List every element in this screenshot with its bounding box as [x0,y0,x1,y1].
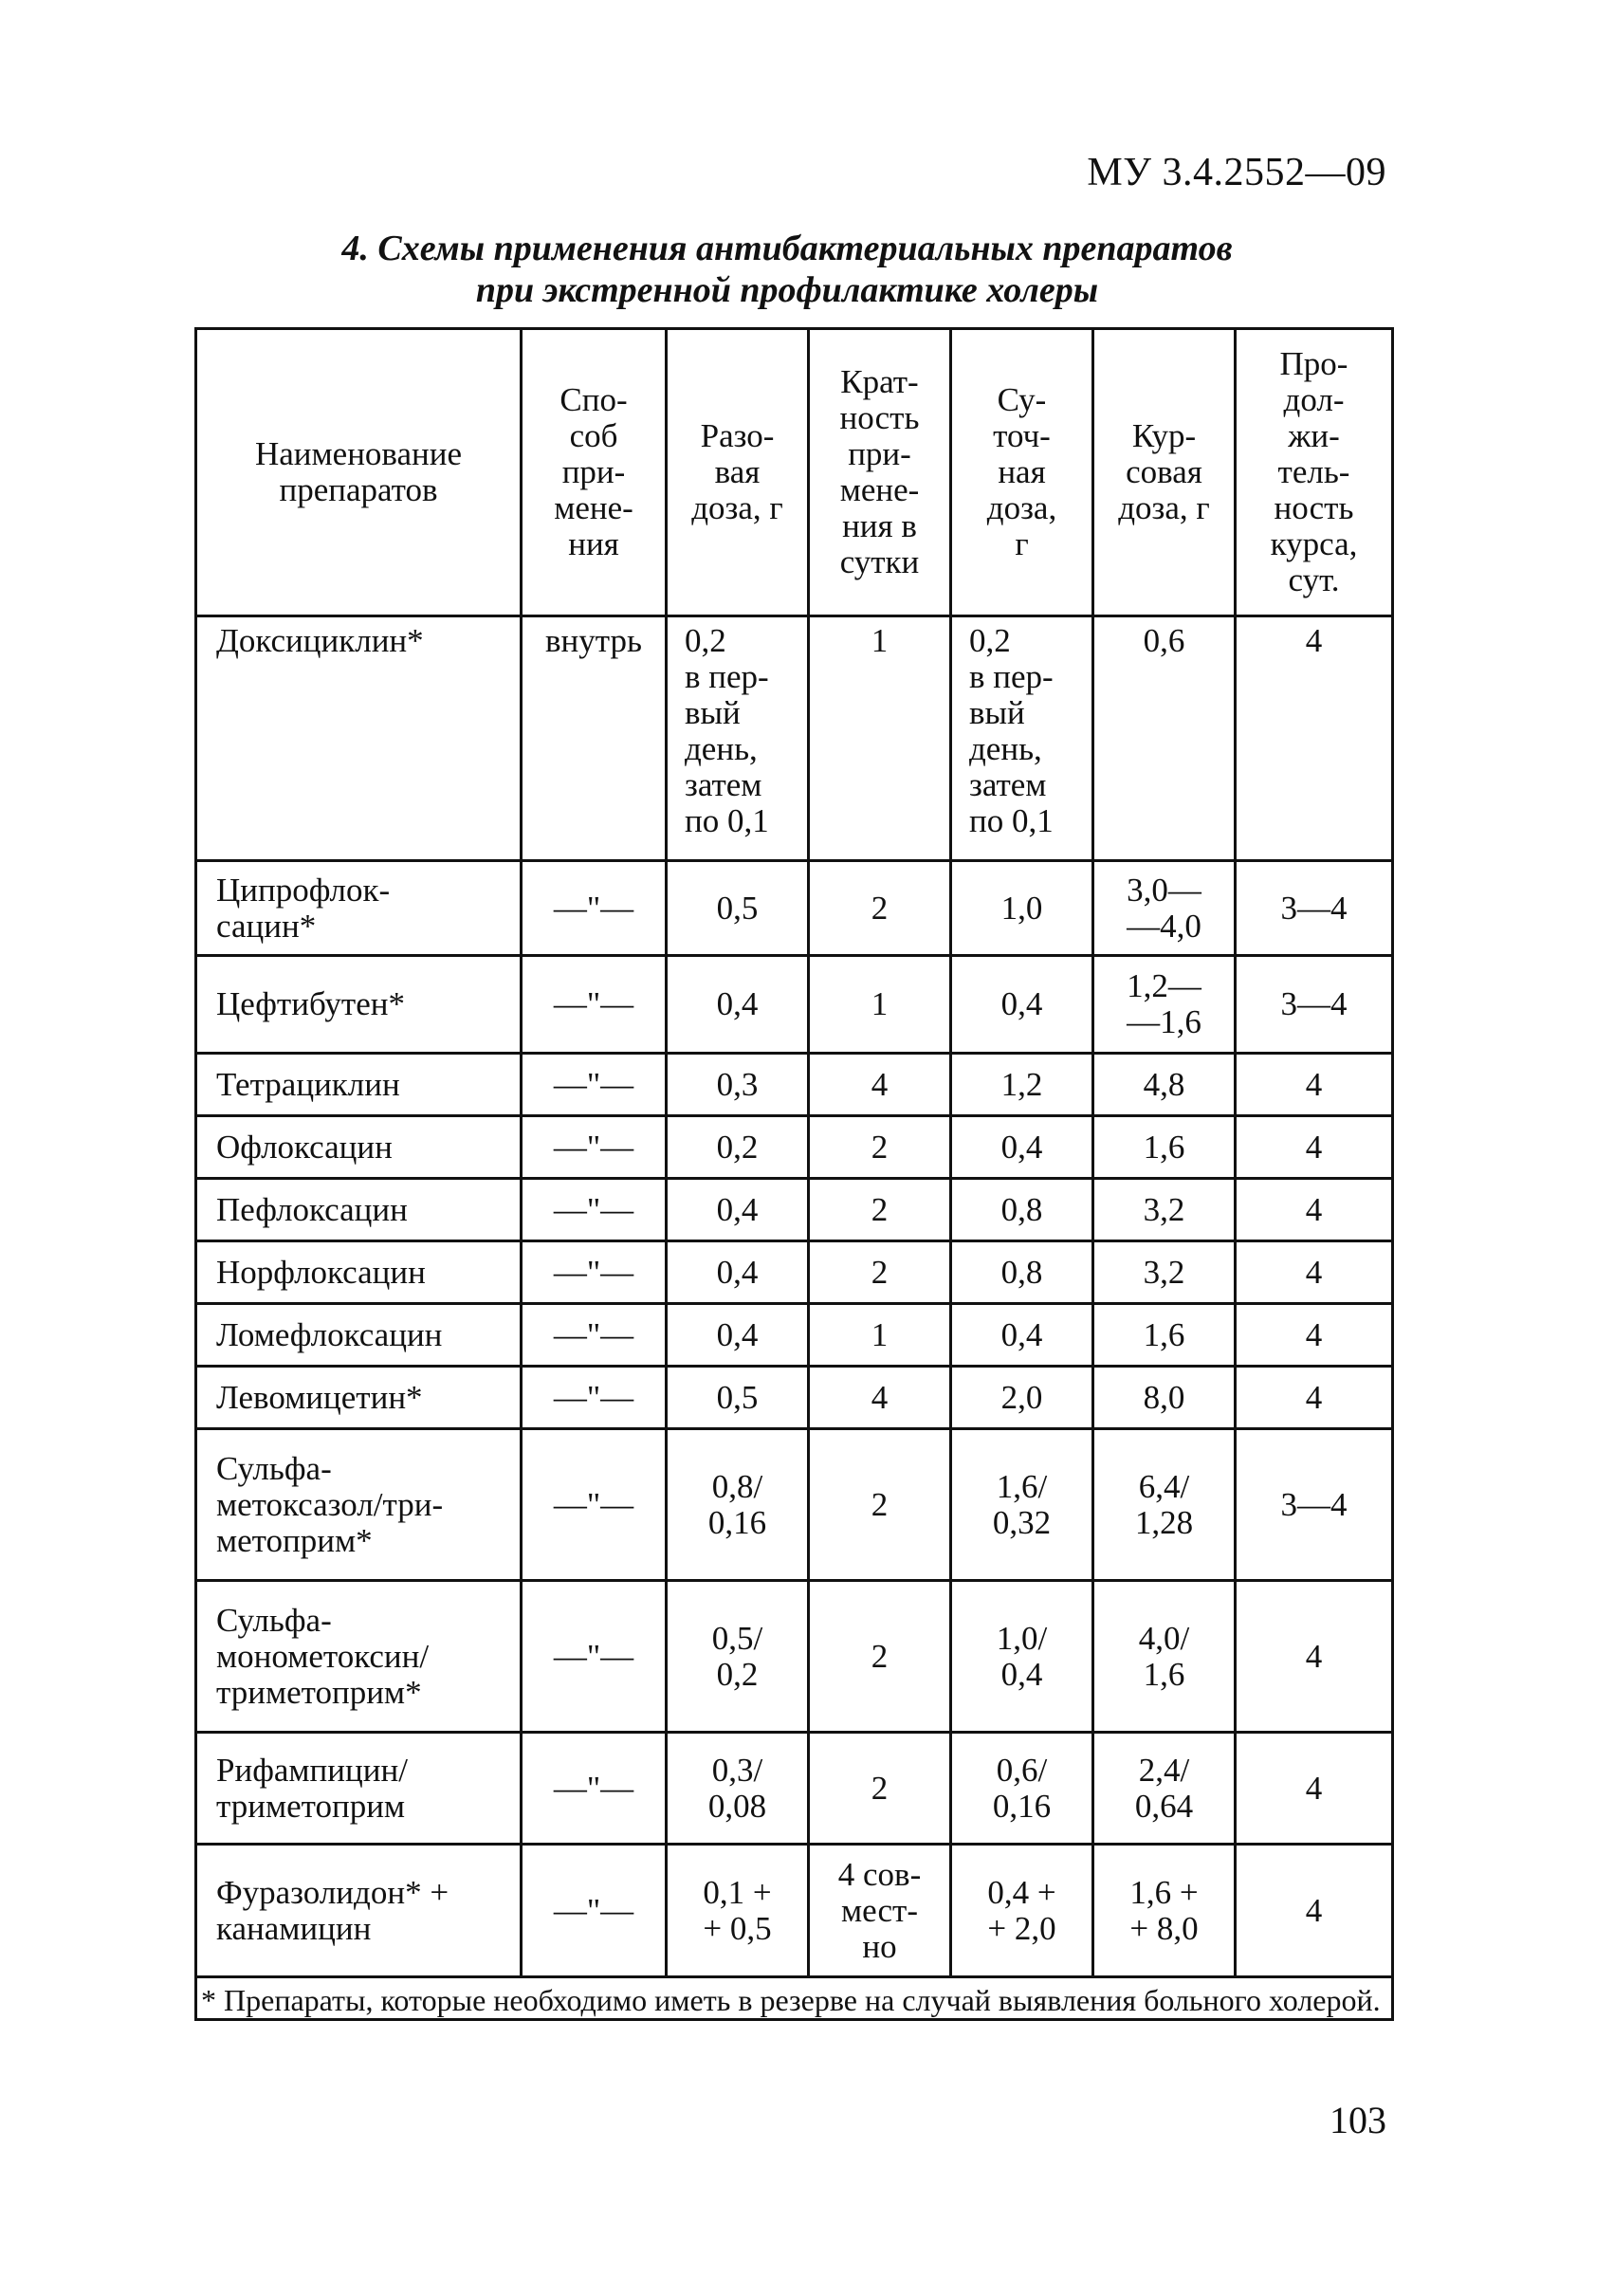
single-dose-cell: 0,4 [667,1179,809,1241]
drug-name-cell: Офлоксацин [196,1116,522,1179]
duration-cell: 4 [1236,1733,1393,1845]
frequency-cell: 1 [809,1304,951,1367]
column-header: Крат- ность при- мене- ния в сутки [809,329,951,616]
course-dose-cell: 6,4/ 1,28 [1093,1429,1236,1581]
table-row [196,1581,1393,1733]
table-row [196,1367,1393,1429]
route-cell: —"— [522,1845,667,1977]
drug-name-cell: Пефлоксацин [196,1179,522,1241]
table-row [196,616,1393,861]
title-line-1: 4. Схемы применения антибактериальных препаратов [341,229,1233,268]
column-header: Кур- совая доза, г [1093,329,1236,616]
drug-name-cell: Доксициклин* [196,616,522,861]
single-dose-cell: 0,4 [667,1241,809,1304]
column-header: Разо- вая доза, г [667,329,809,616]
route-cell: —"— [522,1581,667,1733]
drug-name-cell: Ломефлоксацин [196,1304,522,1367]
table-row [196,1116,1393,1179]
table-row [196,956,1393,1054]
duration-cell: 4 [1236,1179,1393,1241]
course-dose-cell: 3,2 [1093,1241,1236,1304]
document-code: МУ 3.4.2552—09 [1087,151,1386,194]
frequency-cell: 1 [809,616,951,861]
duration-cell: 4 [1236,1367,1393,1429]
frequency-cell: 2 [809,861,951,956]
single-dose-cell: 0,5/ 0,2 [667,1581,809,1733]
drug-name-cell: Сульфа- метоксазол/три- метоприм* [196,1429,522,1581]
duration-cell: 4 [1236,1116,1393,1179]
drug-name-cell: Тетрациклин [196,1054,522,1116]
course-dose-cell: 8,0 [1093,1367,1236,1429]
table-title [190,228,1385,311]
route-cell: внутрь [522,616,667,861]
daily-dose-cell: 0,4 + + 2,0 [951,1845,1093,1977]
single-dose-cell: 0,2 [667,1116,809,1179]
duration-cell: 4 [1236,1304,1393,1367]
frequency-cell: 2 [809,1581,951,1733]
daily-dose-cell: 1,0 [951,861,1093,956]
footnote-row [196,1977,1393,2020]
course-dose-cell: 0,6 [1093,616,1236,861]
frequency-cell: 4 [809,1367,951,1429]
frequency-cell: 2 [809,1116,951,1179]
table-row [196,1054,1393,1116]
single-dose-cell: 0,2 в пер- вый день, затем по 0,1 [667,616,809,861]
single-dose-cell: 0,5 [667,1367,809,1429]
course-dose-cell: 4,0/ 1,6 [1093,1581,1236,1733]
duration-cell: 4 [1236,616,1393,861]
route-cell: —"— [522,1367,667,1429]
route-cell: —"— [522,861,667,956]
duration-cell: 3—4 [1236,861,1393,956]
duration-cell: 4 [1236,1241,1393,1304]
route-cell: —"— [522,1429,667,1581]
table-row [196,1429,1393,1581]
duration-cell: 4 [1236,1054,1393,1116]
single-dose-cell: 0,4 [667,1304,809,1367]
frequency-cell: 2 [809,1429,951,1581]
drug-name-cell: Ципрофлок- сацин* [196,861,522,956]
drug-name-cell: Рифампицин/ триметоприм [196,1733,522,1845]
single-dose-cell: 0,4 [667,956,809,1054]
frequency-cell: 2 [809,1241,951,1304]
daily-dose-cell: 0,2 в пер- вый день, затем по 0,1 [951,616,1093,861]
antibiotic-schedule-table [194,327,1394,2021]
daily-dose-cell: 0,6/ 0,16 [951,1733,1093,1845]
page-number: 103 [1330,2099,1386,2141]
drug-name-cell: Цефтибутен* [196,956,522,1054]
single-dose-cell: 0,1 + + 0,5 [667,1845,809,1977]
course-dose-cell: 1,2— —1,6 [1093,956,1236,1054]
route-cell: —"— [522,1241,667,1304]
table-row [196,1733,1393,1845]
daily-dose-cell: 1,0/ 0,4 [951,1581,1093,1733]
course-dose-cell: 1,6 [1093,1116,1236,1179]
drug-name-cell: Фуразолидон* + канамицин [196,1845,522,1977]
route-cell: —"— [522,956,667,1054]
table-row [196,1241,1393,1304]
route-cell: —"— [522,1304,667,1367]
frequency-cell: 2 [809,1179,951,1241]
daily-dose-cell: 2,0 [951,1367,1093,1429]
route-cell: —"— [522,1116,667,1179]
column-header: Про- дол- жи- тель- ность курса, сут. [1236,329,1393,616]
course-dose-cell: 1,6 [1093,1304,1236,1367]
column-header: Су- точ- ная доза, г [951,329,1093,616]
daily-dose-cell: 0,4 [951,1304,1093,1367]
frequency-cell: 4 [809,1054,951,1116]
table-body [196,616,1393,1977]
course-dose-cell: 2,4/ 0,64 [1093,1733,1236,1845]
course-dose-cell: 3,2 [1093,1179,1236,1241]
route-cell: —"— [522,1179,667,1241]
frequency-cell: 1 [809,956,951,1054]
course-dose-cell: 3,0— —4,0 [1093,861,1236,956]
frequency-cell: 4 сов- мест- но [809,1845,951,1977]
course-dose-cell: 1,6 + + 8,0 [1093,1845,1236,1977]
daily-dose-cell: 1,2 [951,1054,1093,1116]
daily-dose-cell: 0,8 [951,1241,1093,1304]
drug-name-cell: Левомицетин* [196,1367,522,1429]
table-row [196,1304,1393,1367]
daily-dose-cell: 0,8 [951,1179,1093,1241]
table-header-row [196,329,1393,616]
single-dose-cell: 0,5 [667,861,809,956]
column-header: Наименование препаратов [196,329,522,616]
duration-cell: 4 [1236,1581,1393,1733]
table-row [196,861,1393,956]
drug-name-cell: Норфлоксацин [196,1241,522,1304]
duration-cell: 4 [1236,1845,1393,1977]
table-row [196,1179,1393,1241]
table-row [196,1845,1393,1977]
daily-dose-cell: 0,4 [951,956,1093,1054]
footnote: * Препараты, которые необходимо иметь в резерве на случай выявления больного холерой. [196,1977,1393,2020]
title-line-2: при экстренной профилактике холеры [475,270,1099,310]
single-dose-cell: 0,3 [667,1054,809,1116]
route-cell: —"— [522,1733,667,1845]
daily-dose-cell: 0,4 [951,1116,1093,1179]
column-header: Спо- соб при- мене- ния [522,329,667,616]
single-dose-cell: 0,3/ 0,08 [667,1733,809,1845]
drug-name-cell: Сульфа- монометоксин/ триметоприм* [196,1581,522,1733]
route-cell: —"— [522,1054,667,1116]
duration-cell: 3—4 [1236,1429,1393,1581]
daily-dose-cell: 1,6/ 0,32 [951,1429,1093,1581]
course-dose-cell: 4,8 [1093,1054,1236,1116]
single-dose-cell: 0,8/ 0,16 [667,1429,809,1581]
frequency-cell: 2 [809,1733,951,1845]
duration-cell: 3—4 [1236,956,1393,1054]
